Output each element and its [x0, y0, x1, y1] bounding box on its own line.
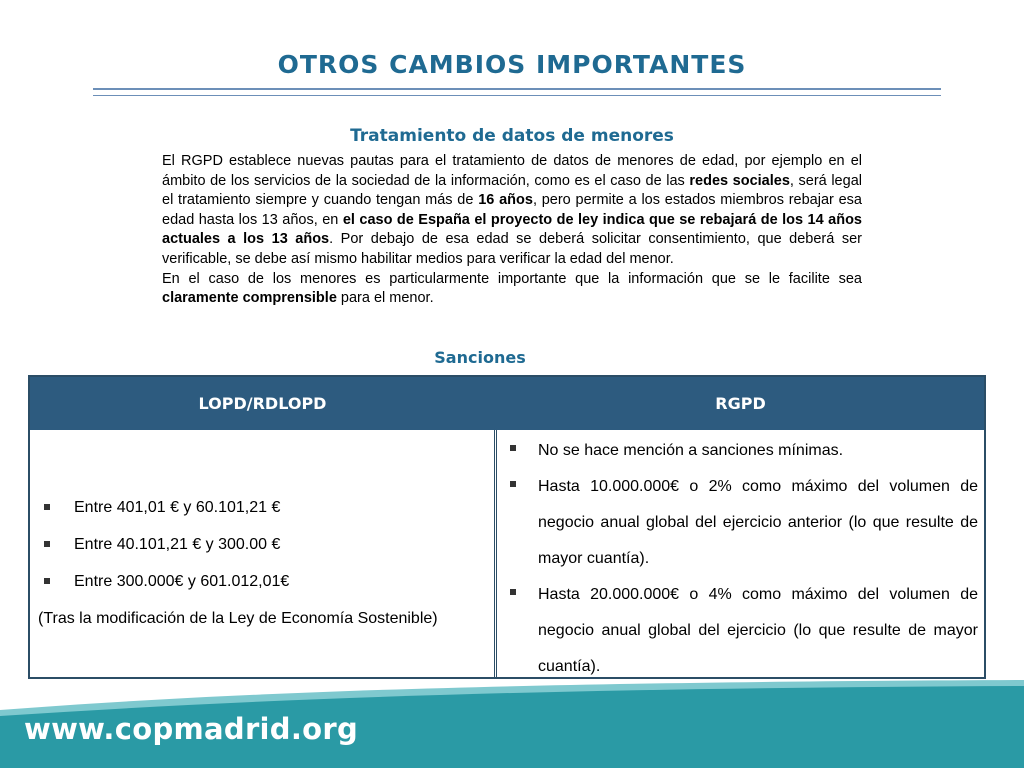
lopd-item-3: Entre 300.000€ y 601.012,01€ — [74, 573, 290, 590]
section-subtitle: Tratamiento de datos de menores — [350, 126, 674, 146]
square-bullet-icon — [44, 504, 50, 510]
header-rgpd: RGPD — [715, 394, 766, 413]
paragraph1-run: . Por debajo de esa edad se deberá solicitar consentimiento, que deberá ser verificable, se debe así mismo habilitar medios para verificar la edad del menor. — [162, 231, 862, 267]
lopd-item-2: Entre 40.101,21 € y 300.00 € — [74, 536, 281, 553]
sanctions-heading: Sanciones — [434, 348, 526, 367]
list-item — [500, 433, 978, 469]
paragraph2-run: En el caso de los menores es particularmente importante que la información que se le facilite sea — [162, 270, 862, 287]
paragraph-1 — [162, 152, 862, 270]
paragraph1-run: redes sociales — [689, 172, 790, 189]
minors-text — [162, 152, 862, 309]
square-bullet-icon — [44, 541, 50, 547]
column-divider — [494, 430, 497, 677]
title-divider — [93, 88, 941, 96]
paragraph1-run: , pero permite a los estados miembros rebajar esa edad hasta los 13 años, en — [162, 192, 862, 228]
list-item — [38, 526, 488, 563]
paragraph1-run: el caso de España el proyecto de ley indica que se rebajará de los 14 años actuales a los 13 años — [162, 211, 862, 248]
rgpd-item-1: No se hace mención a sanciones mínimas. — [538, 442, 844, 459]
rgpd-item-2: Hasta 10.000.000€ o 2% como máximo del volumen de negocio anual global del ejercicio anterior (lo que resulte de mayor cuantía). — [538, 478, 978, 567]
list-item — [500, 577, 978, 685]
paragraph1-run: 16 años — [478, 192, 533, 209]
sanctions-table — [28, 375, 986, 679]
paragraph-2 — [162, 270, 862, 309]
lopd-item-1: Entre 401,01 € y 60.101,21 € — [74, 499, 281, 516]
list-item — [38, 563, 488, 600]
paragraph2-run: para el menor. — [336, 290, 434, 307]
table-header — [30, 377, 984, 430]
square-bullet-icon — [44, 578, 50, 584]
cell-rgpd — [500, 433, 978, 685]
paragraph2-run: claramente comprensible — [162, 290, 337, 307]
list-item — [38, 489, 488, 526]
paragraph1-run: El RGPD establece nuevas pautas para el tratamiento de datos de menores de edad, por ejemplo en el ámbito de los servicios de la sociedad de la información, como es el caso de las — [162, 153, 862, 189]
page-title: OTROS CAMBIOS IMPORTANTES — [277, 50, 747, 79]
rgpd-item-3: Hasta 20.000.000€ o 4% como máximo del volumen de negocio anual global del ejercicio (lo que resulte de mayor cuantía). — [538, 586, 978, 675]
square-bullet-icon — [510, 589, 516, 595]
lopd-note: (Tras la modificación de la Ley de Economía Sostenible) — [38, 610, 438, 627]
header-lopd: LOPD/RDLOPD — [198, 394, 327, 413]
cell-lopd — [38, 489, 488, 637]
square-bullet-icon — [510, 481, 516, 487]
paragraph1-run: , será legal el tratamiento siempre y cuando tengan más de — [162, 172, 862, 209]
list-item — [500, 469, 978, 577]
footer-website-link[interactable]: www.copmadrid.org — [24, 712, 359, 746]
square-bullet-icon — [510, 445, 516, 451]
